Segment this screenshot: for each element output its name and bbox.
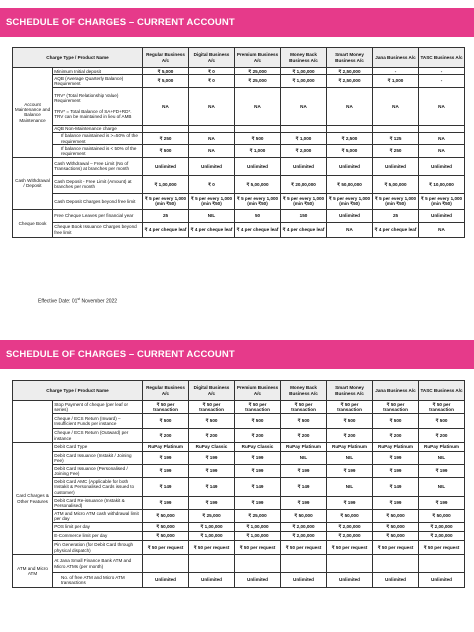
charge-value: ₹ 200: [327, 429, 373, 443]
charge-value: [281, 555, 327, 573]
charge-value: Unlimited: [281, 573, 327, 588]
charge-value: Unlimited: [235, 573, 281, 588]
charge-value: ₹ 5 per every 1,000 (min ₹50): [143, 193, 189, 209]
table-row: [13, 541, 465, 555]
charge-value: 150: [281, 209, 327, 222]
charge-value: ₹ 4 per cheque leaf: [235, 222, 281, 237]
column-header: Premium Business A/c: [235, 48, 281, 68]
charge-value: ₹ 1,00,000: [189, 523, 235, 532]
charge-value: ₹ 50 per request: [235, 541, 281, 555]
column-header: TASC Business A/c: [419, 48, 465, 68]
charge-value: ₹ 199: [235, 452, 281, 465]
charge-value: ₹ 199: [327, 497, 373, 510]
charge-label: E-Commerce limit per day: [53, 532, 143, 541]
charge-label: Cash Withdrawal – Free Limit (No of Transactions) at branches per month: [53, 157, 143, 175]
table-header-row: [13, 48, 465, 68]
charge-value: ₹ 250: [373, 145, 419, 157]
charge-label: Free Cheque Leaves per financial year: [53, 209, 143, 222]
charge-value: NIL: [189, 209, 235, 222]
charge-value: ₹ 199: [143, 465, 189, 478]
charge-label: Cheque Book Issuance Charges beyond free limit: [53, 222, 143, 237]
effective-date: [38, 297, 117, 305]
charge-value: ₹ 50 per request: [189, 541, 235, 555]
charge-value: NA: [189, 132, 235, 144]
charge-value: ₹ 50 per transaction: [189, 401, 235, 414]
charge-value: ₹ 5,000: [143, 75, 189, 87]
charge-value: [327, 125, 373, 132]
charge-value: 50: [235, 209, 281, 222]
charge-value: ₹ 2,00,000: [281, 523, 327, 532]
charge-value: NIL: [327, 478, 373, 497]
charge-value: NA: [281, 87, 327, 125]
charge-value: [235, 555, 281, 573]
charge-value: Unlimited: [419, 209, 465, 222]
charge-value: ₹ 50,000: [419, 510, 465, 523]
charge-value: ₹ 50,000: [373, 510, 419, 523]
charge-value: [235, 125, 281, 132]
column-header: Charge Type / Product Name: [13, 381, 143, 401]
charge-value: ₹ 200: [189, 429, 235, 443]
charge-value: ₹ 1,00,000: [189, 532, 235, 541]
charge-value: ₹ 2,000: [281, 145, 327, 157]
charge-value: ₹ 4 per cheque leaf: [373, 222, 419, 237]
charge-value: Unlimited: [419, 157, 465, 175]
charge-value: Unlimited: [189, 573, 235, 588]
charge-value: ₹ 50,000: [373, 523, 419, 532]
column-header: Smart Money Business A/c: [327, 381, 373, 401]
charges-table-1: [12, 47, 465, 238]
effective-date-text: Effective Date: 01: [38, 298, 78, 305]
table-row: [13, 132, 465, 144]
table-row: [13, 145, 465, 157]
table-row: [13, 573, 465, 588]
charge-value: ₹ 200: [235, 429, 281, 443]
charge-value: ₹ 2,00,000: [419, 523, 465, 532]
charge-value: Unlimited: [143, 573, 189, 588]
table-row: [13, 443, 465, 452]
charge-value: NA: [419, 87, 465, 125]
charge-value: ₹ 500: [235, 414, 281, 429]
charge-label: Debit Card Issuance (Instakit / Joining Fee): [53, 452, 143, 465]
charge-value: NIL: [327, 452, 373, 465]
table-row: [13, 497, 465, 510]
charge-value: ₹ 250: [143, 132, 189, 144]
charge-value: ₹ 50 per transaction: [373, 401, 419, 414]
charge-value: ₹ 199: [373, 452, 419, 465]
effective-date-sup: st: [77, 297, 81, 301]
charge-value: ₹ 50 per request: [327, 541, 373, 555]
charge-value: ₹ 2,50,000: [327, 68, 373, 75]
charge-value: ₹ 199: [143, 497, 189, 510]
charge-value: ₹ 5 per every 1,000 (min ₹50): [235, 193, 281, 209]
column-header: Digital Business A/c: [189, 48, 235, 68]
charge-value: -: [373, 68, 419, 75]
charge-value: ₹ 199: [373, 465, 419, 478]
table-row: [13, 125, 465, 132]
column-header: Jana Business A/c: [373, 48, 419, 68]
charge-value: NA: [419, 132, 465, 144]
charge-value: -: [419, 68, 465, 75]
row-group-label: [13, 401, 53, 443]
charge-value: NIL: [419, 478, 465, 497]
row-group-label: Account Maintenance and Balance Maintenance: [13, 68, 53, 158]
charge-label: Debit Card Re-issuance (Instakit & Personalised): [53, 497, 143, 510]
column-header: Smart Money Business A/c: [327, 48, 373, 68]
charge-value: ₹ 50 per request: [281, 541, 327, 555]
charge-value: [189, 125, 235, 132]
charge-value: ₹ 500: [281, 414, 327, 429]
table-row: [13, 465, 465, 478]
table-header-row: [13, 381, 465, 401]
charge-value: RuPay Platinum: [419, 443, 465, 452]
charge-value: ₹ 500: [235, 132, 281, 144]
charge-value: ₹ 200: [373, 429, 419, 443]
charge-value: ₹ 1,00,000: [281, 75, 327, 87]
charge-value: ₹ 1,00,000: [235, 523, 281, 532]
charge-value: ₹ 50 per transaction: [143, 401, 189, 414]
charge-value: ₹ 5 per every 1,000 (min ₹50): [189, 193, 235, 209]
charge-value: RuPay Platinum: [373, 443, 419, 452]
charge-value: ₹ 1,00,000: [281, 68, 327, 75]
charge-value: NA: [419, 145, 465, 157]
charge-value: ₹ 50 per request: [419, 541, 465, 555]
charge-value: [419, 555, 465, 573]
column-header: Charge Type / Product Name: [13, 48, 143, 68]
charge-value: ₹ 2,500: [327, 132, 373, 144]
charge-label: At Jana Small Finance Bank ATM and Micro ATMs (per month): [53, 555, 143, 573]
charge-value: ₹ 199: [373, 497, 419, 510]
charge-value: [419, 125, 465, 132]
charge-value: NA: [235, 87, 281, 125]
table-row: [13, 429, 465, 443]
charge-value: RuPay Classic: [189, 443, 235, 452]
charge-value: RuPay Platinum: [143, 443, 189, 452]
charge-label: Stop Payment of cheque (per leaf or series): [53, 401, 143, 414]
charge-value: ₹ 200: [419, 429, 465, 443]
charge-value: NA: [327, 222, 373, 237]
charge-value: [281, 125, 327, 132]
column-header: Money Back Business A/c: [281, 48, 327, 68]
charge-value: ₹ 50,000: [281, 510, 327, 523]
charge-value: ₹ 5,00,000: [373, 175, 419, 193]
charge-value: Unlimited: [373, 573, 419, 588]
charge-value: ₹ 4 per cheque leaf: [143, 222, 189, 237]
row-group-label: ATM and Micro ATM: [13, 555, 53, 588]
table-row: [13, 532, 465, 541]
charge-value: ₹ 199: [419, 465, 465, 478]
charge-label: No. of free ATM and Micro ATM transactions: [53, 573, 143, 588]
table-row: [13, 209, 465, 222]
charge-value: ₹ 0: [189, 75, 235, 87]
charge-value: ₹ 200: [143, 429, 189, 443]
charge-value: NA: [189, 145, 235, 157]
charge-value: ₹ 2,00,000: [327, 532, 373, 541]
charge-label: AQB Non-Maintenance charge: [53, 125, 143, 132]
charge-value: ₹ 199: [189, 452, 235, 465]
charge-value: ₹ 125: [373, 132, 419, 144]
charge-value: ₹ 500: [143, 145, 189, 157]
column-header: Regular Business A/c: [143, 48, 189, 68]
table-row: [13, 68, 465, 75]
charge-value: ₹ 25,000: [235, 75, 281, 87]
column-header: Regular Business A/c: [143, 381, 189, 401]
table-row: [13, 510, 465, 523]
charge-value: NA: [189, 87, 235, 125]
charge-value: RuPay Classic: [235, 443, 281, 452]
table-row: [13, 414, 465, 429]
table-row: [13, 193, 465, 209]
charge-value: ₹ 50 per transaction: [281, 401, 327, 414]
table-row: [13, 175, 465, 193]
column-header: Money Back Business A/c: [281, 381, 327, 401]
charge-value: [143, 125, 189, 132]
charge-label: TRV* (Total Relationship Value) Requirement TRV* = Total Balance of SA+FD+RD*. TRV can be maintained in lieu of AMB: [53, 87, 143, 125]
charge-value: Unlimited: [281, 157, 327, 175]
charge-value: Unlimited: [419, 573, 465, 588]
charge-value: 25: [373, 209, 419, 222]
column-header: TASC Business A/c: [419, 381, 465, 401]
charge-value: ₹ 149: [281, 478, 327, 497]
charge-label: ATM and Micro ATM cash withdrawal limit per day: [53, 510, 143, 523]
charge-value: ₹ 50,000: [373, 532, 419, 541]
charge-value: ₹ 500: [373, 414, 419, 429]
table-row: [13, 523, 465, 532]
charge-value: NA: [327, 87, 373, 125]
charge-value: ₹ 10,00,000: [419, 175, 465, 193]
charge-value: Unlimited: [373, 157, 419, 175]
charge-value: ₹ 5,000: [327, 145, 373, 157]
charge-value: ₹ 149: [373, 478, 419, 497]
charge-value: ₹ 199: [189, 497, 235, 510]
charge-value: ₹ 199: [281, 497, 327, 510]
charge-value: ₹ 2,50,000: [327, 75, 373, 87]
row-group-label: Card Charges & Other Features: [13, 443, 53, 555]
charge-value: ₹ 5 per every 1,000 (min ₹50): [373, 193, 419, 209]
charge-value: ₹ 5 per every 1,000 (min ₹50): [281, 193, 327, 209]
charge-value: ₹ 5 per every 1,000 (min ₹50): [327, 193, 373, 209]
charge-value: ₹ 149: [143, 478, 189, 497]
table-row: [13, 452, 465, 465]
charge-label: Debit Card Type: [53, 443, 143, 452]
charge-value: [189, 555, 235, 573]
table-row: [13, 401, 465, 414]
charge-value: [373, 125, 419, 132]
charge-label: Debit Card Issuance (Personalised / Joining Fee): [53, 465, 143, 478]
charge-value: -: [419, 75, 465, 87]
charge-value: ₹ 199: [143, 452, 189, 465]
table-row: [13, 87, 465, 125]
charge-value: NA: [373, 87, 419, 125]
charge-value: ₹ 4 per cheque leaf: [281, 222, 327, 237]
row-group-label: Cash Withdrawal / Deposit: [13, 157, 53, 209]
charge-value: Unlimited: [327, 573, 373, 588]
charge-value: ₹ 500: [143, 414, 189, 429]
charges-table-2: [12, 380, 465, 588]
table-row: [13, 222, 465, 237]
charge-label: Cheque / ECS Return (Outward) per instance: [53, 429, 143, 443]
charge-value: RuPay Platinum: [281, 443, 327, 452]
charge-value: Unlimited: [189, 157, 235, 175]
charge-value: 25: [143, 209, 189, 222]
charge-value: [143, 555, 189, 573]
charge-value: ₹ 25,000: [235, 510, 281, 523]
charge-value: ₹ 149: [189, 478, 235, 497]
charge-value: NIL: [281, 452, 327, 465]
charge-value: ₹ 50,000: [327, 510, 373, 523]
effective-date-rest: November 2022: [80, 298, 118, 305]
charge-value: ₹ 50 per transaction: [327, 401, 373, 414]
charge-value: ₹ 2,00,000: [327, 523, 373, 532]
charge-value: ₹ 1,000: [373, 75, 419, 87]
page-banner-2: SCHEDULE OF CHARGES – CURRENT ACCOUNT: [0, 340, 474, 369]
charge-label: Cash Deposit - Free Limit (Amount) at branches per month: [53, 175, 143, 193]
charge-label: Cheque / ECS Return (Inward) – Insufficient Funds per instance: [53, 414, 143, 429]
charge-value: ₹ 50,000: [143, 523, 189, 532]
charge-value: ₹ 5 per every 1,000 (min ₹50): [419, 193, 465, 209]
charge-label: If balance maintained is >=50% of the requirement: [53, 132, 143, 144]
charge-value: ₹ 5,00,000: [235, 175, 281, 193]
table-row: [13, 478, 465, 497]
charge-value: ₹ 50 per request: [143, 541, 189, 555]
charge-value: ₹ 199: [419, 497, 465, 510]
charge-value: ₹ 4 per cheque leaf: [189, 222, 235, 237]
charge-value: ₹ 20,00,000: [281, 175, 327, 193]
charge-value: ₹ 1,00,000: [235, 532, 281, 541]
charge-value: ₹ 149: [235, 478, 281, 497]
charge-value: ₹ 5,000: [143, 68, 189, 75]
charge-label: POS limit per day: [53, 523, 143, 532]
charge-label: Debit Card AMC (Applicable for both Instakit & Personalised Cards issued to customer): [53, 478, 143, 497]
charge-value: [373, 555, 419, 573]
charge-value: ₹ 50,00,000: [327, 175, 373, 193]
charge-value: Unlimited: [327, 209, 373, 222]
charge-value: ₹ 1,00,000: [143, 175, 189, 193]
column-header: Digital Business A/c: [189, 381, 235, 401]
charge-label: Cash Deposit Charges beyond free limit: [53, 193, 143, 209]
charge-value: ₹ 199: [189, 465, 235, 478]
charge-value: Unlimited: [143, 157, 189, 175]
column-header: Jana Business A/c: [373, 381, 419, 401]
charge-value: ₹ 500: [419, 414, 465, 429]
charge-value: ₹ 1,000: [281, 132, 327, 144]
table-row: [13, 75, 465, 87]
charge-value: ₹ 199: [235, 465, 281, 478]
charge-value: ₹ 2,00,000: [419, 532, 465, 541]
charge-value: NA: [419, 222, 465, 237]
charge-value: ₹ 50 per transaction: [419, 401, 465, 414]
charge-value: [327, 555, 373, 573]
charge-value: ₹ 500: [327, 414, 373, 429]
charge-value: ₹ 25,000: [235, 68, 281, 75]
charge-value: NIL: [419, 452, 465, 465]
charge-value: ₹ 199: [281, 465, 327, 478]
charge-value: ₹ 500: [189, 414, 235, 429]
page-banner-1: SCHEDULE OF CHARGES – CURRENT ACCOUNT: [0, 8, 474, 37]
charge-label: Minimum Initial deposit: [53, 68, 143, 75]
column-header: Premium Business A/c: [235, 381, 281, 401]
charge-value: Unlimited: [235, 157, 281, 175]
row-group-label: Cheque Book: [13, 209, 53, 237]
charge-value: ₹ 0: [189, 68, 235, 75]
charge-value: ₹ 50 per request: [373, 541, 419, 555]
charge-value: NA: [143, 87, 189, 125]
table-row: [13, 555, 465, 573]
charge-value: ₹ 2,00,000: [281, 532, 327, 541]
charge-value: ₹ 199: [235, 497, 281, 510]
charge-label: If balance maintained is < 50% of the requirement: [53, 145, 143, 157]
charge-value: ₹ 199: [327, 465, 373, 478]
charge-value: ₹ 50 per transaction: [235, 401, 281, 414]
charge-value: ₹ 50,000: [143, 510, 189, 523]
charge-value: ₹ 0: [189, 175, 235, 193]
table-row: [13, 157, 465, 175]
charge-label: AQB (Average Quarterly Balance) Requirement: [53, 75, 143, 87]
charge-value: ₹ 200: [281, 429, 327, 443]
charge-value: ₹ 1,000: [235, 145, 281, 157]
charge-value: RuPay Platinum: [327, 443, 373, 452]
charge-value: Unlimited: [327, 157, 373, 175]
charge-value: ₹ 50,000: [143, 532, 189, 541]
charge-value: ₹ 25,000: [189, 510, 235, 523]
charge-label: Pin Generation (for Debit Card through physical dispatch): [53, 541, 143, 555]
